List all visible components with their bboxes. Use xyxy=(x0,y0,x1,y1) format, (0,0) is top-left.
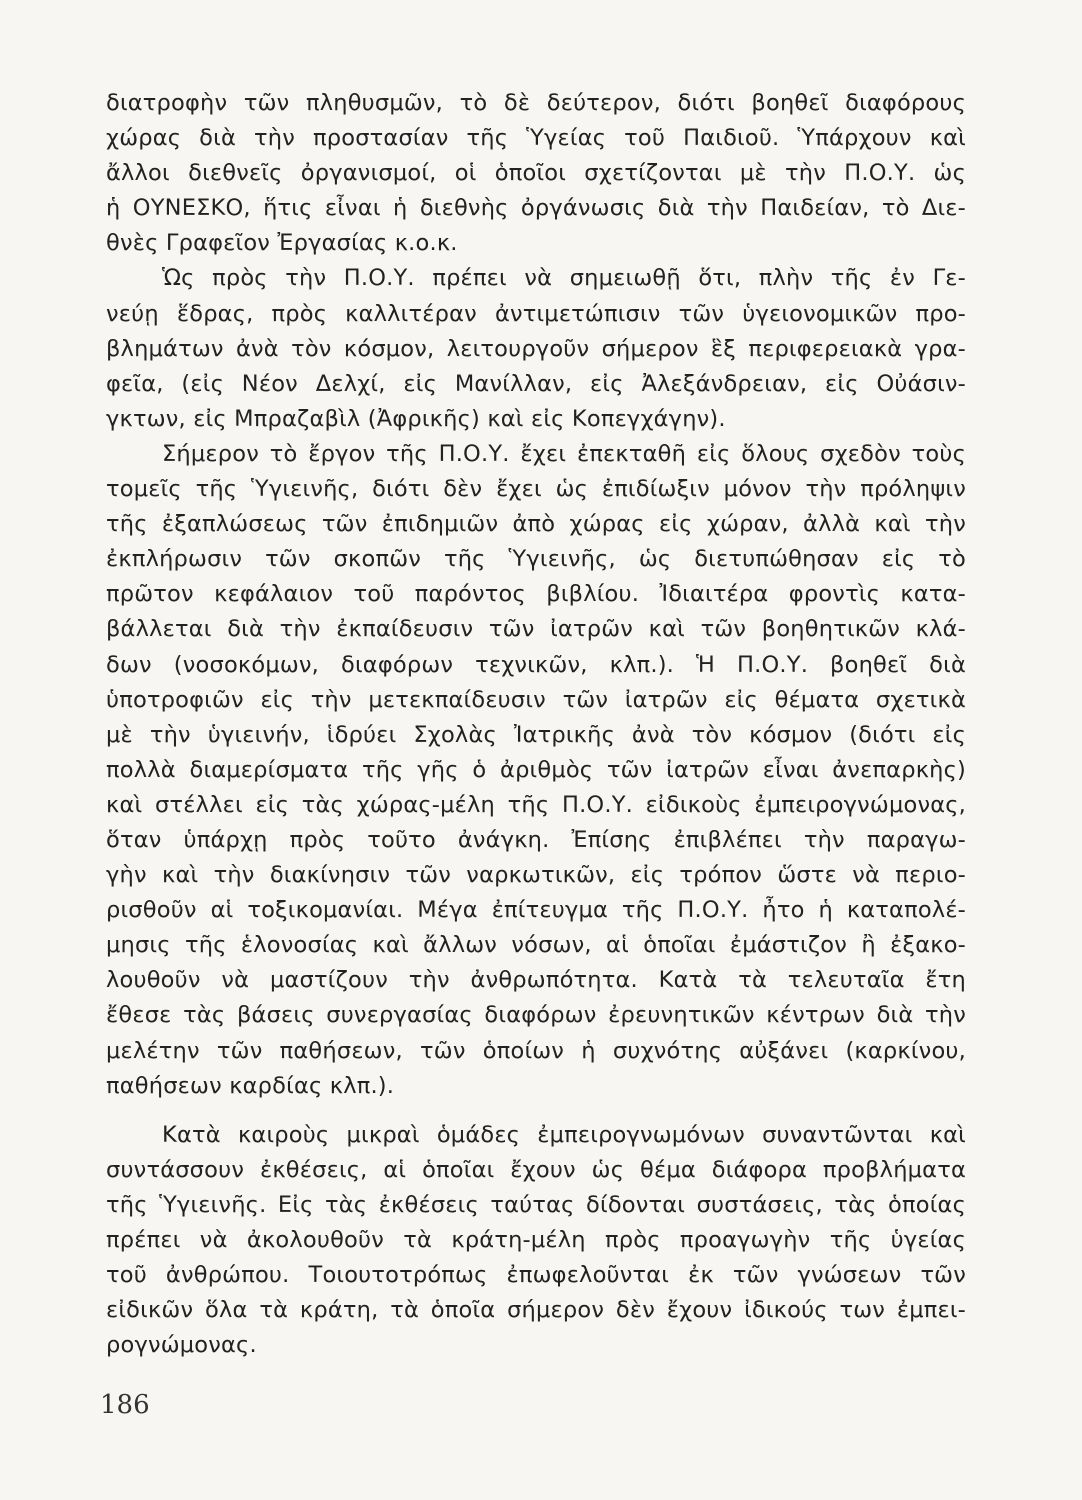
text-line: ρογνώμονας. xyxy=(106,1332,257,1359)
text-line: ὑποτροφιῶν εἰς τὴν μετεκπαίδευσιν τῶν ἰατρῶν εἰς θέματα σχετικὰ xyxy=(106,686,966,713)
text-line: τῆς ἐξαπλώσεως τῶν ἐπιδημιῶν ἀπὸ χώρας εἰς χώραν, ἀλλὰ καὶ τὴν xyxy=(106,511,966,538)
paragraph xyxy=(106,261,966,436)
text-line: ἡ ΟΥΝΕΣΚΟ, ἥτις εἶναι ἡ διεθνὴς ὀργάνωσις διὰ τὴν Παιδείαν, τὸ Διε- xyxy=(106,195,966,222)
body-text xyxy=(106,86,966,1363)
text-line: μελέτην τῶν παθήσεων, τῶν ὁποίων ἡ συχνότης αὐξάνει (καρκίνου, xyxy=(106,1037,966,1064)
text-line: βάλλεται διὰ τὴν ἐκπαίδευσιν τῶν ἰατρῶν καὶ τῶν βοηθητικῶν κλά- xyxy=(106,616,966,643)
text-line: τομεῖς τῆς Ὑγιεινῆς, διότι δὲν ἔχει ὡς ἐπιδίωξιν μόνον τὴν πρόληψιν xyxy=(106,476,966,503)
text-line: συντάσσουν ἐκθέσεις, αἱ ὁποῖαι ἔχουν ὡς θέμα διάφορα προβλήματα xyxy=(106,1156,966,1183)
paragraph xyxy=(106,1118,966,1364)
page-number: 186 xyxy=(100,1390,150,1420)
paragraph-spacer xyxy=(106,1104,966,1118)
text-line: νεύῃ ἕδρας, πρὸς καλλιτέραν ἀντιμετώπισιν τῶν ὑγειονομικῶν προ- xyxy=(106,300,966,327)
text-line: πολλὰ διαμερίσματα τῆς γῆς ὁ ἀριθμὸς τῶν ἰατρῶν εἶναι ἀνεπαρκὴς) xyxy=(106,756,966,783)
text-line: μησις τῆς ἑλονοσίας καὶ ἄλλων νόσων, αἱ ὁποῖαι ἐμάστιζον ἢ ἐξακο- xyxy=(106,932,966,959)
text-line: καὶ στέλλει εἰς τὰς χώρας-μέλη τῆς Π.Ο.Υ. εἰδικοὺς ἐμπειρογνώμονας, xyxy=(106,791,966,818)
text-line: χώρας διὰ τὴν προστασίαν τῆς Ὑγείας τοῦ Παιδιοῦ. Ὑπάρχουν καὶ xyxy=(106,125,966,152)
text-line: ρισθοῦν αἱ τοξικομανίαι. Μέγα ἐπίτευγμα τῆς Π.Ο.Υ. ἦτο ἡ καταπολέ- xyxy=(106,897,966,924)
text-line: ὅταν ὑπάρχῃ πρὸς τοῦτο ἀνάγκη. Ἐπίσης ἐπιβλέπει τὴν παραγω- xyxy=(106,826,966,853)
text-line: τῆς Ὑγιεινῆς. Εἰς τὰς ἐκθέσεις ταύτας δίδονται συστάσεις, τὰς ὁποίας xyxy=(106,1191,966,1218)
text-line: παθήσεων καρδίας κλπ.). xyxy=(106,1072,395,1099)
text-line: τοῦ ἀνθρώπου. Τοιουτοτρόπως ἐπωφελοῦνται ἐκ τῶν γνώσεων τῶν xyxy=(106,1262,966,1289)
text-line: πρέπει νὰ ἀκολουθοῦν τὰ κράτη-μέλη πρὸς προαγωγὴν τῆς ὑγείας xyxy=(106,1227,966,1253)
text-line: ἔθεσε τὰς βάσεις συνεργασίας διαφόρων ἐρευνητικῶν κέντρων διὰ τὴν xyxy=(106,1002,966,1029)
text-line: ἐκπλήρωσιν τῶν σκοπῶν τῆς Ὑγιεινῆς, ὡς διετυπώθησαν εἰς τὸ xyxy=(106,546,966,573)
text-line: Κατὰ καιροὺς μικραὶ ὁμάδες ἐμπειρογνωμόνων συναντῶνται καὶ xyxy=(162,1121,966,1148)
paragraph xyxy=(106,437,966,1104)
text-line: λουθοῦν νὰ μαστίζουν τὴν ἀνθρωπότητα. Κατὰ τὰ τελευταῖα ἔτη xyxy=(106,967,966,994)
text-line: ἄλλοι διεθνεῖς ὀργανισμοί, οἱ ὁποῖοι σχετίζονται μὲ τὴν Π.Ο.Υ. ὡς xyxy=(106,160,966,187)
text-line: διατροφὴν τῶν πληθυσμῶν, τὸ δὲ δεύτερον, διότι βοηθεῖ διαφόρους xyxy=(106,90,966,116)
text-line: μὲ τὴν ὑγιεινήν, ἱδρύει Σχολὰς Ἰατρικῆς ἀνὰ τὸν κόσμον (διότι εἰς xyxy=(106,721,966,748)
text-line: θνὲς Γραφεῖον Ἐργασίας κ.ο.κ. xyxy=(106,230,458,257)
text-line: γὴν καὶ τὴν διακίνησιν τῶν ναρκωτικῶν, εἰς τρόπον ὥστε νὰ περιο- xyxy=(106,862,966,889)
text-line: γκτων, εἰς Μπραζαβὶλ (Ἀφρικῆς) καὶ εἰς Κοπεγχάγην). xyxy=(106,405,726,432)
text-line: φεῖα, (εἰς Νέον Δελχί, εἰς Μανίλλαν, εἰς Ἀλεξάνδρειαν, εἰς Οὐάσιν- xyxy=(106,370,966,397)
paragraph xyxy=(106,86,966,261)
text-line: Ὡς πρὸς τὴν Π.Ο.Υ. πρέπει νὰ σημειωθῇ ὅτι, πλὴν τῆς ἐν Γε- xyxy=(162,265,966,292)
text-line: βλημάτων ἀνὰ τὸν κόσμον, λειτουργοῦν σήμερον ἓξ περιφερειακὰ γρα- xyxy=(106,335,966,362)
text-line: πρῶτον κεφάλαιον τοῦ παρόντος βιβλίου. Ἰδιαιτέρα φροντὶς κατα- xyxy=(106,581,966,608)
text-line: εἰδικῶν ὅλα τὰ κράτη, τὰ ὁποῖα σήμερον δὲν ἔχουν ἰδικούς των ἐμπει- xyxy=(106,1297,966,1324)
text-line: Σήμερον τὸ ἔργον τῆς Π.Ο.Υ. ἔχει ἐπεκταθῆ εἰς ὅλους σχεδὸν τοὺς xyxy=(162,440,966,467)
text-line: δων (νοσοκόμων, διαφόρων τεχνικῶν, κλπ.). Ἡ Π.Ο.Υ. βοηθεῖ διὰ xyxy=(106,651,966,678)
